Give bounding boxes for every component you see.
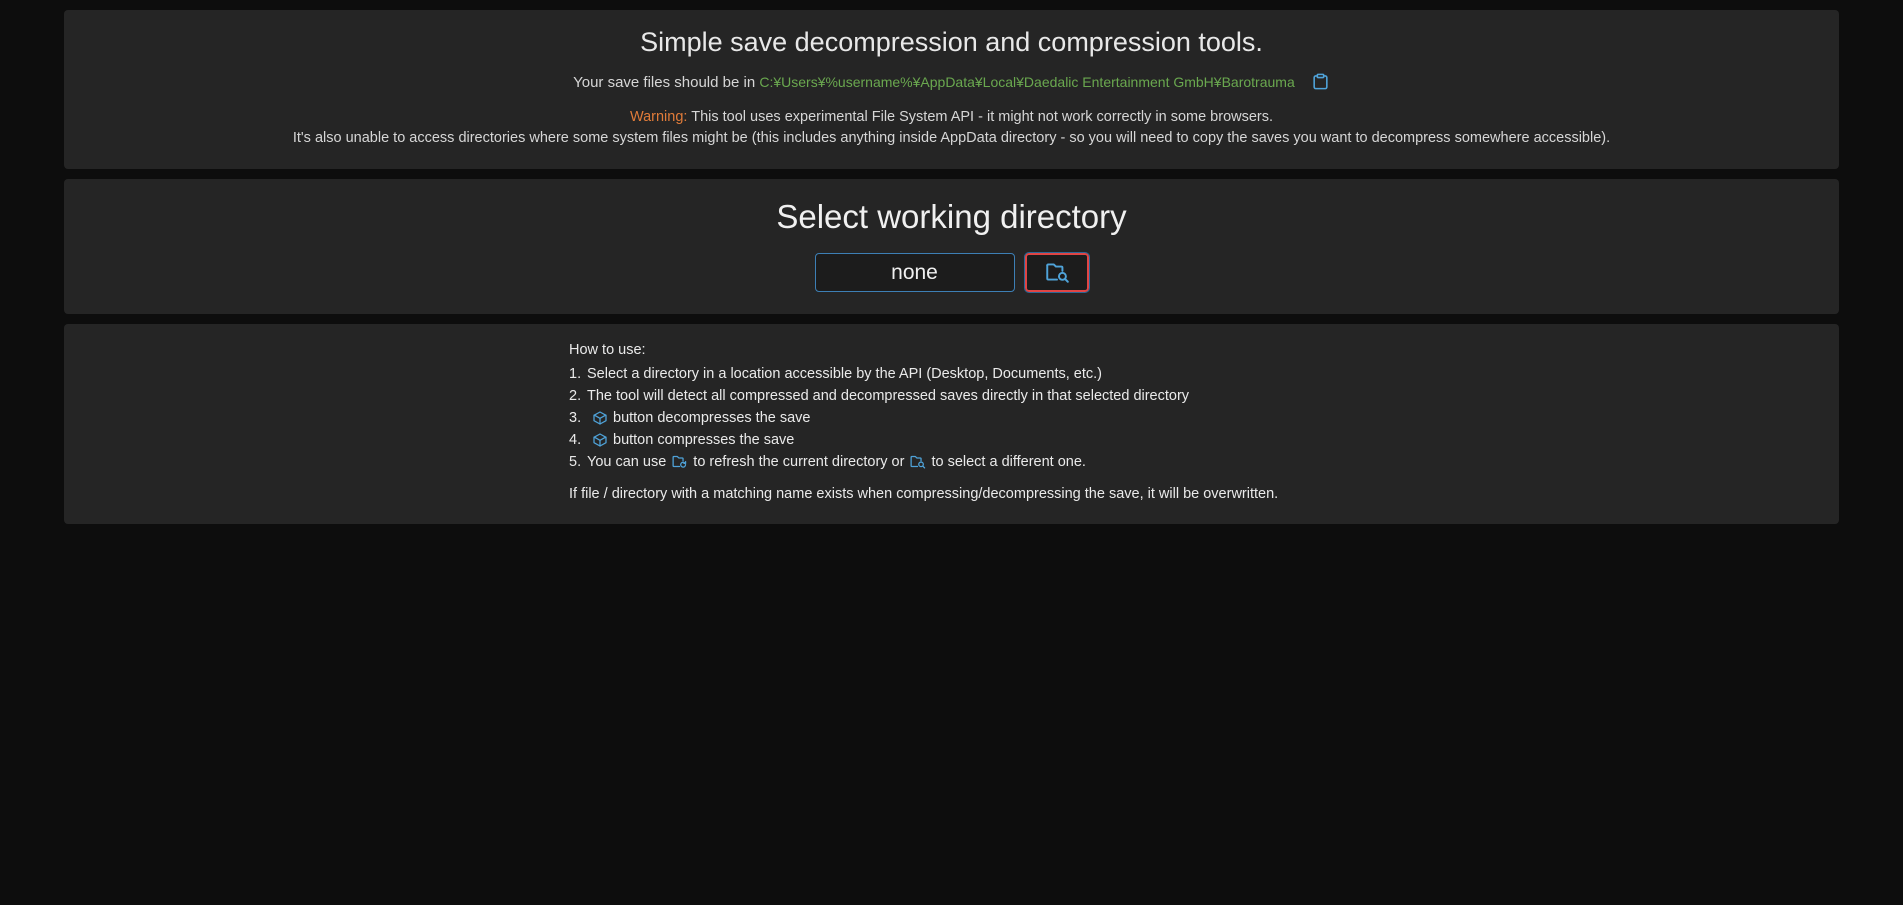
pick-directory-button[interactable] <box>1025 253 1089 292</box>
howto-step-text: The tool will detect all compressed and decompressed saves directly in that selected directory <box>587 387 1190 404</box>
howto-step-text: button compresses the save <box>613 431 795 448</box>
howto-step-text: button decompresses the save <box>613 409 811 426</box>
warning-sub-text: It's also unable to access directories where some system files might be (this includes anything inside AppData directory - so you will need to copy the saves you want to decompress somewhere accessible). <box>292 129 1611 146</box>
box-icon <box>592 432 608 448</box>
list-item <box>569 386 1819 406</box>
howto-step-number: 3. <box>569 409 582 426</box>
folder-search-icon <box>909 453 926 470</box>
howto-inner <box>569 342 1819 502</box>
howto-step-number: 5. <box>569 453 582 470</box>
page-title: Simple save decompression and compression tools. <box>640 27 1263 57</box>
warning-row <box>84 107 1819 128</box>
howto-step-text: You can use <box>587 453 667 470</box>
howto-step-number: 2. <box>569 387 582 404</box>
howto-list <box>569 364 1819 472</box>
box-icon <box>592 410 608 426</box>
list-item <box>569 408 1819 428</box>
howto-title: How to use: <box>569 341 646 358</box>
clipboard-icon[interactable] <box>1311 72 1330 91</box>
warning-text: This tool uses experimental File System API - it might not work correctly in some browsers. <box>691 108 1274 125</box>
howto-step-text-2: to refresh the current directory or <box>693 453 905 470</box>
list-item <box>569 430 1819 450</box>
howto-step-number: 4. <box>569 431 582 448</box>
howto-step-text-3: to select a different one. <box>931 453 1086 470</box>
list-item <box>569 452 1819 472</box>
howto-step-text: Select a directory in a location accessible by the API (Desktop, Documents, etc.) <box>587 365 1102 382</box>
warning-label: Warning: <box>629 108 688 125</box>
howto-step-number: 1. <box>569 365 582 382</box>
save-path-label: Your save files should be in <box>573 74 756 92</box>
select-directory-row <box>84 253 1819 292</box>
list-item <box>569 364 1819 384</box>
save-path-value: C:¥Users¥%username%¥AppData¥Local¥Daedalic Entertainment GmbH¥Barotrauma <box>759 74 1295 91</box>
current-directory-display[interactable]: none <box>815 253 1015 292</box>
howto-footer-note: If file / directory with a matching name exists when compressing/decompressing the save, it will be overwritten. <box>569 485 1279 502</box>
info-panel <box>64 10 1839 169</box>
select-directory-panel <box>64 179 1839 314</box>
howto-panel <box>64 324 1839 524</box>
folder-search-icon <box>1044 259 1070 285</box>
save-path-row <box>84 72 1819 93</box>
select-directory-title: Select working directory <box>776 197 1127 235</box>
folder-refresh-icon <box>671 453 688 470</box>
